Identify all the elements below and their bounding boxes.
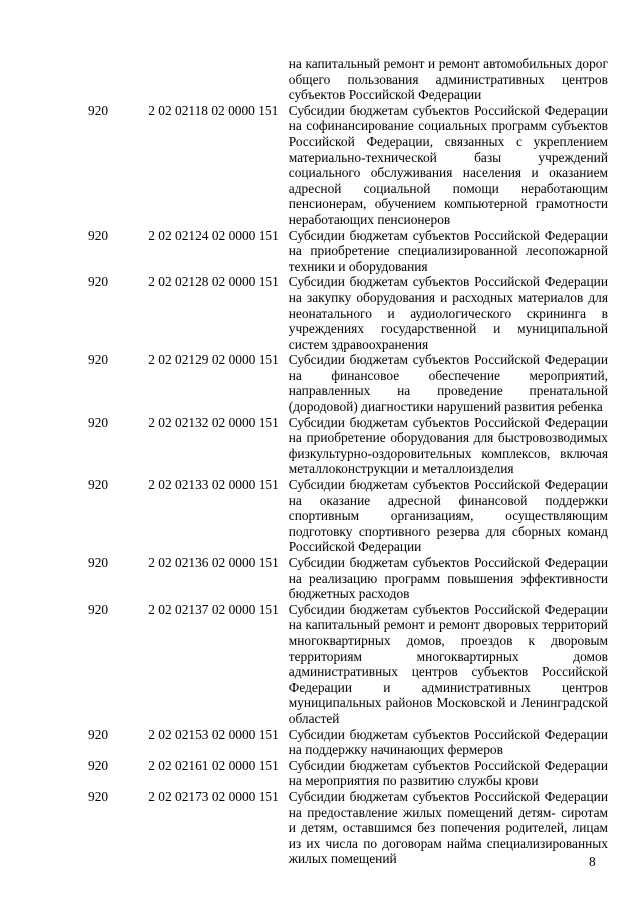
admin-code-cell <box>88 56 148 103</box>
budget-code-cell: 2 02 02133 02 0000 151 <box>148 477 279 493</box>
income-name-cell: Субсидии бюджетам субъектов Российской Федерации на приобретение специализированной лесопожарной техники и оборудования <box>288 227 608 274</box>
admin-code-cell: 920 <box>88 227 109 243</box>
table-row <box>88 758 608 789</box>
income-name-cell: Субсидии бюджетам субъектов Российской Федерации на закупку оборудования и расходных материалов для неонатального и аудиологического скрининга в учреждениях государственной и муниципальной систем здравоохранения <box>288 274 608 352</box>
table-row <box>88 555 608 602</box>
budget-code-cell: 2 02 02132 02 0000 151 <box>148 414 279 430</box>
revenue-codes-table <box>88 56 608 867</box>
budget-code-cell: 2 02 02173 02 0000 151 <box>148 788 279 804</box>
table-row <box>88 789 608 867</box>
income-name-cell: на капитальный ремонт и ремонт автомобильных дорог общего пользования административных центров субъектов Российской Федерации <box>288 56 608 103</box>
budget-code-cell: 2 02 02153 02 0000 151 <box>148 726 279 742</box>
table-row <box>88 477 608 555</box>
income-name-cell: Субсидии бюджетам субъектов Российской Федерации на софинансирование социальных программ субъектов Российской Федерации, связанных с укреплением материально-технической базы учреждений социального обслуживания населения и оказанием адресной социальной помощи неработающим пенсионерам, обучением компьютерной грамотности неработающих пенсионеров <box>288 102 608 227</box>
income-name-cell: Субсидии бюджетам субъектов Российской Федерации на финансовое обеспечение мероприятий, направленных на проведение пренатальной (дородовой) диагностики нарушений развития ребенка <box>288 352 608 415</box>
admin-code-cell: 920 <box>88 352 109 368</box>
table-row <box>88 727 608 758</box>
table-row <box>88 228 608 275</box>
admin-code-cell: 920 <box>88 726 109 742</box>
admin-code-cell: 920 <box>88 102 109 118</box>
income-name-cell: Субсидии бюджетам субъектов Российской Федерации на поддержку начинающих фермеров <box>288 726 608 758</box>
admin-code-cell: 920 <box>88 414 109 430</box>
table-row <box>88 103 608 228</box>
budget-code-cell: 2 02 02118 02 0000 151 <box>148 102 279 118</box>
budget-code-cell <box>148 56 289 103</box>
income-name-cell: Субсидии бюджетам субъектов Российской Федерации на мероприятия по развитию службы крови <box>288 757 608 789</box>
budget-code-cell: 2 02 02137 02 0000 151 <box>148 601 279 617</box>
income-name-cell: Субсидии бюджетам субъектов Российской Федерации на реализацию программ повышения эффективности бюджетных расходов <box>288 555 608 602</box>
table-row <box>88 352 608 414</box>
admin-code-cell: 920 <box>88 757 109 773</box>
admin-code-cell: 920 <box>88 601 109 617</box>
admin-code-cell: 920 <box>88 555 109 570</box>
budget-code-cell: 2 02 02124 02 0000 151 <box>148 227 279 243</box>
budget-code-cell: 2 02 02129 02 0000 151 <box>148 352 279 368</box>
page-number: 8 <box>589 854 596 869</box>
table-row <box>88 274 608 352</box>
income-name-cell: Субсидии бюджетам субъектов Российской Федерации на капитальный ремонт и ремонт дворовых территорий многоквартирных домов, проездов к дворовым территориям многоквартирных домов административных центров субъектов Российской Федерации и административных центров муниципальных районов Московской и Ленинградской областей <box>288 601 608 726</box>
admin-code-cell: 920 <box>88 477 109 493</box>
admin-code-cell: 920 <box>88 274 109 290</box>
table-row <box>88 415 608 477</box>
budget-code-cell: 2 02 02128 02 0000 151 <box>148 274 279 290</box>
table-body <box>88 56 608 867</box>
budget-code-cell: 2 02 02161 02 0000 151 <box>148 757 279 773</box>
admin-code-cell: 920 <box>88 788 109 804</box>
income-name-cell: Субсидии бюджетам субъектов Российской Федерации на предоставление жилых помещений детям- сиротам и детям, оставшимся без попечения родителей, лицам из их числа по договорам найма специализированных жилых помещений <box>288 788 608 867</box>
income-name-cell: Субсидии бюджетам субъектов Российской Федерации на приобретение оборудования для быстровозводимых физкультурно-оздоровительных комплексов, включая металлоконструкции и металлоизделия <box>288 414 608 477</box>
income-name-cell: Субсидии бюджетам субъектов Российской Федерации на оказание адресной финансовой поддержки спортивным организациям, осуществляющим подготовку спортивного резерва для сборных команд Российской Федерации <box>288 477 608 555</box>
table-row <box>88 602 608 727</box>
budget-code-cell: 2 02 02136 02 0000 151 <box>148 555 279 570</box>
table-row <box>88 56 608 103</box>
